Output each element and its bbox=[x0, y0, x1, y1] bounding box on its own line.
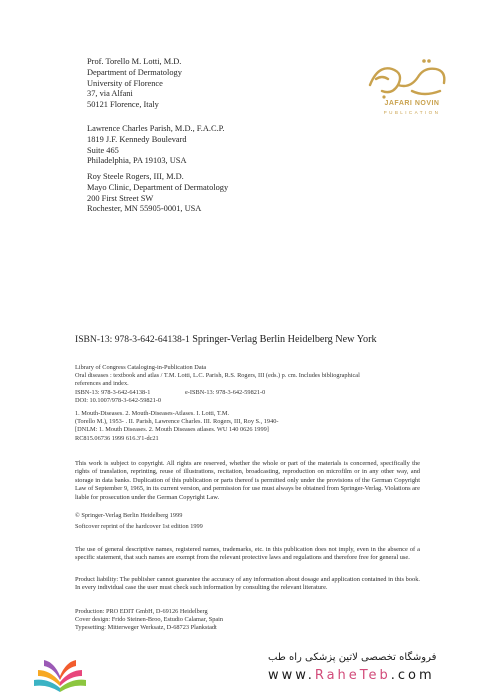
cip-data-block bbox=[75, 364, 360, 443]
address-line: Philadelphia, PA 19103, USA bbox=[87, 156, 187, 166]
address-line: Suite 465 bbox=[87, 145, 119, 155]
copyright-notice: This work is subject to copyright. All rights are reserved, whether the whole or part of the materials is concerned, specifically the rights of translation, reprinting, reuse of illustrations, recitation, broadcasting, reproduction on microfilm or in any other way, and storage in data banks. Duplication of this publication or parts thereof is permitted only under the provisions of the German Copyright Law of September 9, 1965, in its current version, and permission for use must always be obtained from Springer-Verlag. Violations are liable for prosecution under the German Copyright Law. bbox=[75, 460, 420, 501]
softcover-line: Softcover reprint of the hardcover 1st edition 1999 bbox=[75, 523, 203, 531]
address-line: 200 First Street SW bbox=[87, 193, 154, 203]
editor-address-rogers bbox=[87, 172, 228, 215]
isbn-number: ISBN-13: 978-3-642-64138-1 bbox=[75, 334, 190, 345]
address-line: Mayo Clinic, Department of Dermatology bbox=[87, 182, 229, 192]
url-suffix: .com bbox=[390, 668, 435, 683]
cip-doi: DOI: 10.1007/978-3-642-59821-0 bbox=[75, 396, 162, 404]
address-line: 1819 J.F. Kennedy Boulevard bbox=[87, 134, 187, 144]
address-line: 37, via Alfani bbox=[87, 89, 133, 99]
cip-line: Oral diseases : textbook and atlas / T.M. Lotti, L.C. Parish, R.S. Rogers, III (eds.) p. cm. Includes bibliographical bbox=[75, 372, 360, 380]
production-line: Production: PRO EDIT GmbH, D-69126 Heidelberg bbox=[75, 608, 208, 615]
address-line: University of Florence bbox=[87, 78, 163, 88]
store-url[interactable] bbox=[268, 668, 435, 683]
editor-address-lotti bbox=[87, 57, 182, 111]
cip-eisbn: e-ISBN-13: 978-3-642-59821-0 bbox=[185, 388, 266, 396]
address-line: Department of Dermatology bbox=[87, 67, 182, 77]
url-brand: RaheTeb bbox=[314, 668, 391, 683]
logo-subtitle: PUBLICATION bbox=[383, 110, 441, 115]
editor-address-parish bbox=[87, 124, 225, 167]
address-line: 50121 Florence, Italy bbox=[87, 100, 159, 110]
copyright-line: © Springer-Verlag Berlin Heidelberg 1999 bbox=[75, 512, 183, 519]
cip-line: references and index. bbox=[75, 380, 129, 388]
address-line: Roy Steele Rogers, III, M.D. bbox=[87, 172, 184, 181]
copyright-lines bbox=[75, 512, 203, 531]
names-disclaimer: The use of general descriptive names, registered names, trademarks, etc. in this publication does not imply, even in the absence of a specific statement, that such names are exempt from the relevant protective laws and regulations and therefore free for general use. bbox=[75, 546, 420, 562]
production-credits bbox=[75, 608, 223, 633]
store-name: فروشگاه تخصصی لاتین پزشکی راه طب bbox=[268, 652, 437, 663]
cip-subject: 1. Mouth-Diseases. 2. Mouth-Diseases-Atlases. I. Lotti, T.M. bbox=[75, 410, 230, 418]
books-logo-icon bbox=[30, 650, 90, 694]
cip-classification: RC815.06736 1999 616.3'1-dc21 bbox=[75, 434, 159, 442]
calligraphy-logo-icon bbox=[352, 55, 462, 103]
logo-name: JAFARI NOVIN bbox=[384, 100, 440, 107]
address-line: Lawrence Charles Parish, M.D., F.A.C.P. bbox=[87, 124, 225, 133]
store-banner bbox=[0, 640, 500, 700]
cip-subject: [DNLM: 1. Mouth Diseases. 2. Mouth Diseases atlases. WU 140 0626 1999] bbox=[75, 426, 269, 434]
isbn-headline bbox=[75, 334, 377, 345]
cover-design-line: Cover design: Frido Steinen-Broo, Estudio Calamar, Spain bbox=[75, 616, 224, 624]
cip-isbn: ISBN-13: 978-3-642-64138-1 bbox=[75, 388, 151, 396]
cip-subject: (Torello M.), 1953- . II. Parish, Lawrence Charles. III. Rogers, III, Roy S., 1940- bbox=[75, 418, 279, 426]
address-line: Rochester, MN 55905-0001, USA bbox=[87, 204, 202, 214]
publisher-imprint: Springer-Verlag Berlin Heidelberg New York bbox=[192, 334, 377, 345]
url-prefix: www. bbox=[268, 668, 315, 683]
publisher-logo bbox=[352, 55, 462, 125]
liability-disclaimer: Product liability: The publisher cannot guarantee the accuracy of any information about dosage and application contained in this book. In every individual case the user must check such information by consulting the relevant literature. bbox=[75, 576, 420, 592]
typesetting-line: Typesetting: Mitterweger Werksatz, D-68723 Plankstadt bbox=[75, 624, 217, 632]
cip-heading: Library of Congress Cataloging-in-Publication Data bbox=[75, 364, 207, 371]
cip-isbn-row bbox=[75, 389, 360, 397]
address-line: Prof. Torello M. Lotti, M.D. bbox=[87, 57, 182, 66]
